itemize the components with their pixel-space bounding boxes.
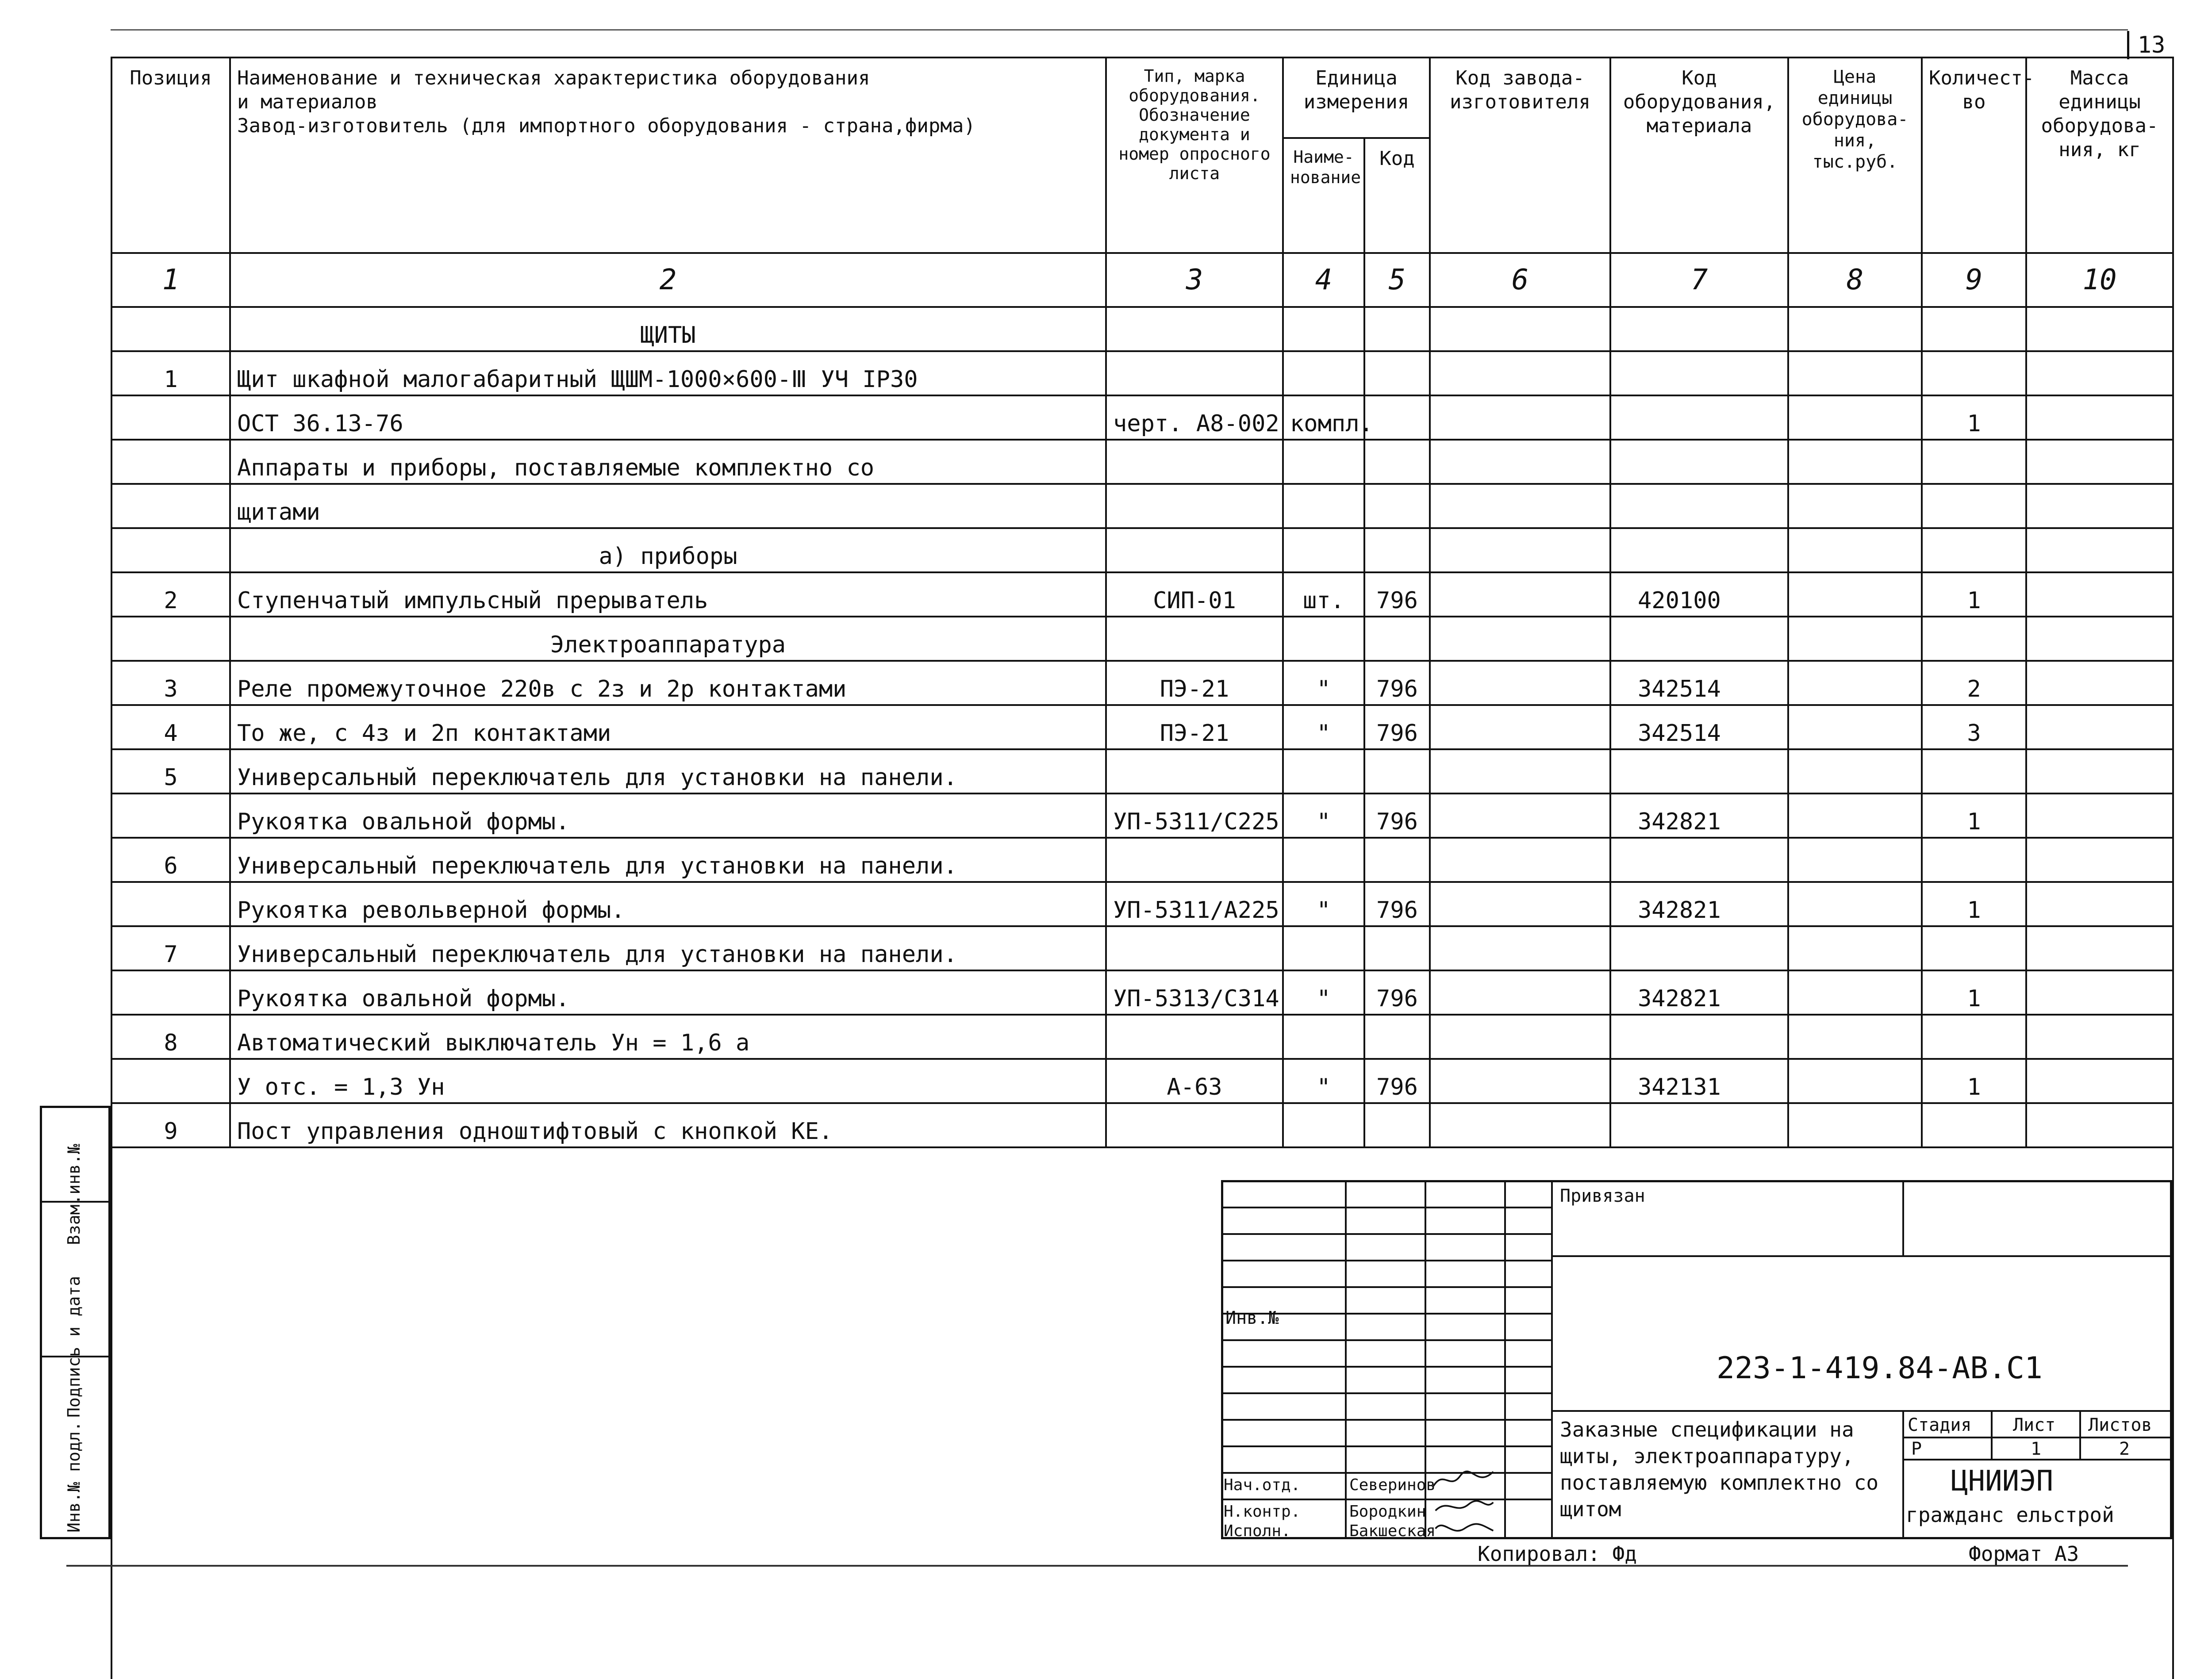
name-3: Бакшеская [1349,1522,1436,1540]
signature-1 [1429,1468,1500,1492]
name-cell: Щит шкафной малогабаритный ЩШМ-1000×600-Ⅲ УЧ IP30 [230,351,1106,395]
factory-code-cell [1430,661,1610,705]
equipment-code-cell: 342131 [1610,1059,1788,1103]
quantity-cell: 1 [1922,395,2026,440]
quantity-cell: 1 [1922,970,2026,1015]
header-equipment-code: Код оборудования, материала [1610,58,1788,253]
price-cell [1788,838,1922,882]
vzam-label: Взам.инв.№ [64,1144,84,1245]
mass-cell [2026,970,2173,1015]
mass-cell [2026,528,2173,572]
stadiya-label: Стадия [1908,1415,1972,1435]
inv-no-label: Инв.№ [1225,1308,1279,1328]
equipment-code-cell [1610,1103,1788,1147]
privyazan-label: Привязан [1560,1186,1645,1206]
price-cell [1788,749,1922,794]
quantity-cell [1922,617,2026,661]
equipment-code-cell [1610,617,1788,661]
equipment-code-cell: 420100 [1610,572,1788,617]
column-number-8: 8 [1788,253,1922,307]
quantity-cell [1922,351,2026,395]
column-number-1: 1 [111,253,230,307]
mass-cell [2026,705,2173,749]
type-cell: СИП-01 [1106,572,1283,617]
table-row [111,572,2173,617]
type-cell [1106,307,1283,351]
left-strip [40,1106,111,1539]
type-cell: ПЭ-21 [1106,661,1283,705]
unit-code-cell: 796 [1364,882,1430,926]
name-cell: Электроаппаратура [230,617,1106,661]
mass-cell [2026,794,2173,838]
table-row [111,661,2173,705]
quantity-cell: 1 [1922,1059,2026,1103]
factory-code-cell [1430,882,1610,926]
factory-code-cell [1430,307,1610,351]
column-number-3: 3 [1106,253,1283,307]
quantity-cell [1922,1103,2026,1147]
price-cell [1788,705,1922,749]
header-price: Цена единицы оборудова-ния, тыс.руб. [1788,58,1922,253]
price-cell [1788,572,1922,617]
position-cell [111,440,230,484]
equipment-code-cell [1610,528,1788,572]
left-strip-text [64,1108,91,1541]
signature-3 [1429,1516,1500,1541]
equipment-code-cell [1610,351,1788,395]
position-cell: 9 [111,1103,230,1147]
document-title: Заказные спецификации на щиты, электроаппаратуру, поставляемую комплектно со щитом [1560,1418,1879,1521]
quantity-cell [1922,528,2026,572]
unit-cell: " [1283,882,1364,926]
name-cell: Рукоятка револьверной формы. [230,882,1106,926]
mass-cell [2026,1015,2173,1059]
kopiroval-label: Копировал: Фд [1478,1542,1637,1566]
list-label: Лист [2013,1415,2056,1435]
quantity-cell: 1 [1922,882,2026,926]
position-cell [111,794,230,838]
equipment-code-cell [1610,440,1788,484]
header-mass: Масса единицы оборудова-ния, кг [2026,58,2173,253]
position-cell [111,882,230,926]
top-rule [111,29,2128,31]
type-cell [1106,1103,1283,1147]
unit-cell [1283,484,1364,528]
factory-code-cell [1430,351,1610,395]
table-row [111,484,2173,528]
factory-code-cell [1430,617,1610,661]
factory-code-cell [1430,1059,1610,1103]
column-number-6: 6 [1430,253,1610,307]
role-1: Нач.отд. [1224,1476,1301,1494]
podpis-label: Подпись и дата [64,1276,84,1418]
mass-cell [2026,440,2173,484]
unit-code-cell [1364,351,1430,395]
mass-cell [2026,1103,2173,1147]
mass-cell [2026,749,2173,794]
factory-code-cell [1430,484,1610,528]
unit-cell [1283,838,1364,882]
name-cell: Пост управления одноштифтовый с кнопкой КЕ. [230,1103,1106,1147]
price-cell [1788,661,1922,705]
unit-code-cell: 796 [1364,572,1430,617]
listov-value: 2 [2119,1439,2130,1459]
column-number-2: 2 [230,253,1106,307]
position-cell: 2 [111,572,230,617]
table-row [111,882,2173,926]
name-cell: То же, с 4з и 2п контактами [230,705,1106,749]
type-cell [1106,617,1283,661]
unit-cell: шт. [1283,572,1364,617]
equipment-code-cell: 342821 [1610,882,1788,926]
header-quantity: Количест-во [1922,58,2026,253]
price-cell [1788,926,1922,970]
factory-code-cell [1430,1015,1610,1059]
header-position: Позиция [111,58,230,253]
factory-code-cell [1430,528,1610,572]
type-cell [1106,351,1283,395]
factory-code-cell [1430,572,1610,617]
mass-cell [2026,926,2173,970]
org-line2: гражданс ельстрой [1906,1503,2114,1527]
quantity-cell [1922,926,2026,970]
position-cell [111,395,230,440]
format-label: Формат А3 [1969,1542,2079,1566]
unit-cell [1283,307,1364,351]
unit-code-cell [1364,617,1430,661]
price-cell [1788,351,1922,395]
unit-code-cell [1364,1103,1430,1147]
column-number-7: 7 [1610,253,1788,307]
type-cell [1106,838,1283,882]
mass-cell [2026,882,2173,926]
unit-cell [1283,1103,1364,1147]
unit-code-cell: 796 [1364,970,1430,1015]
unit-code-cell [1364,395,1430,440]
header-unit-name: Наиме-нование [1283,138,1364,253]
position-cell [111,307,230,351]
price-cell [1788,440,1922,484]
quantity-cell [1922,484,2026,528]
list-value: 1 [2031,1439,2042,1459]
table-row [111,1059,2173,1103]
table-row [111,1015,2173,1059]
factory-code-cell [1430,1103,1610,1147]
document-code: 223-1-419.84-АВ.С1 [1717,1351,2043,1386]
unit-cell [1283,440,1364,484]
position-cell: 6 [111,838,230,882]
unit-cell [1283,617,1364,661]
unit-cell [1283,749,1364,794]
equipment-code-cell [1610,1015,1788,1059]
mass-cell [2026,617,2173,661]
inv-podl-label: Инв.№ подл. [64,1421,84,1533]
mass-cell [2026,484,2173,528]
name-cell: Реле промежуточное 220в с 2з и 2р контактами [230,661,1106,705]
position-cell: 8 [111,1015,230,1059]
quantity-cell [1922,1015,2026,1059]
position-cell: 5 [111,749,230,794]
table-row [111,395,2173,440]
table-row [111,617,2173,661]
name-cell: Автоматический выключатель Ун = 1,6 а [230,1015,1106,1059]
signature-2 [1429,1494,1500,1519]
factory-code-cell [1430,970,1610,1015]
bottom-rule [66,1565,2128,1567]
position-cell: 3 [111,661,230,705]
price-cell [1788,307,1922,351]
table-row [111,926,2173,970]
column-number-5: 5 [1364,253,1430,307]
listov-label: Листов [2088,1415,2152,1435]
unit-cell [1283,528,1364,572]
type-cell [1106,926,1283,970]
equipment-code-cell: 342821 [1610,794,1788,838]
unit-code-cell [1364,838,1430,882]
price-cell [1788,794,1922,838]
position-cell [111,528,230,572]
type-cell: УП-5313/С314 [1106,970,1283,1015]
unit-cell [1283,926,1364,970]
position-cell: 4 [111,705,230,749]
price-cell [1788,882,1922,926]
table-row [111,749,2173,794]
quantity-cell: 1 [1922,794,2026,838]
quantity-cell: 2 [1922,661,2026,705]
factory-code-cell [1430,838,1610,882]
type-cell [1106,528,1283,572]
header-unit-code: Код [1364,138,1430,253]
type-cell: УП-5311/А225 [1106,882,1283,926]
name-cell: У отс. = 1,3 Ун [230,1059,1106,1103]
stadiya-value: Р [1911,1439,1922,1459]
table-row [111,528,2173,572]
name-cell: щитами [230,484,1106,528]
name-cell: Аппараты и приборы, поставляемые комплектно со [230,440,1106,484]
unit-cell [1283,351,1364,395]
type-cell: черт. А8-002 [1106,395,1283,440]
role-2: Н.контр. [1224,1503,1301,1521]
header-type: Тип, марка оборудования. Обозначение документа и номер опросного листа [1106,58,1283,253]
factory-code-cell [1430,440,1610,484]
price-cell [1788,970,1922,1015]
table-row [111,794,2173,838]
table-row [111,1103,2173,1147]
unit-cell: " [1283,705,1364,749]
type-cell: ПЭ-21 [1106,705,1283,749]
equipment-code-cell [1610,484,1788,528]
name-cell: Универсальный переключатель для установки на панели. [230,749,1106,794]
quantity-cell: 1 [1922,572,2026,617]
unit-code-cell [1364,926,1430,970]
title-block [1221,1180,2172,1539]
equipment-code-cell: 342821 [1610,970,1788,1015]
name-1: Северинов [1349,1476,1436,1494]
price-cell [1788,1103,1922,1147]
mass-cell [2026,395,2173,440]
unit-code-cell [1364,749,1430,794]
mass-cell [2026,661,2173,705]
name-cell: ОСТ 36.13-76 [230,395,1106,440]
unit-code-cell: 796 [1364,705,1430,749]
unit-code-cell [1364,528,1430,572]
position-cell [111,1059,230,1103]
equipment-code-cell: 342514 [1610,661,1788,705]
name-cell: ЩИТЫ [230,307,1106,351]
factory-code-cell [1430,749,1610,794]
table-row [111,970,2173,1015]
name-cell: Универсальный переключатель для установки на панели. [230,926,1106,970]
mass-cell [2026,838,2173,882]
unit-code-cell [1364,440,1430,484]
unit-code-cell: 796 [1364,661,1430,705]
unit-cell [1283,1015,1364,1059]
type-cell: УП-5311/С225 [1106,794,1283,838]
quantity-cell [1922,749,2026,794]
mass-cell [2026,1059,2173,1103]
name-cell: Универсальный переключатель для установки на панели. [230,838,1106,882]
table-row [111,440,2173,484]
header-name [230,58,1106,253]
equipment-code-cell: 342514 [1610,705,1788,749]
unit-code-cell [1364,307,1430,351]
position-cell [111,617,230,661]
quantity-cell: 3 [1922,705,2026,749]
role-3: Исполн. [1224,1522,1291,1540]
name-cell: Ступенчатый импульсный прерыватель [230,572,1106,617]
header-name-line1: Наименование и техническая характеристика оборудования [237,67,870,89]
price-cell [1788,484,1922,528]
position-cell [111,970,230,1015]
price-cell [1788,1015,1922,1059]
page-number: 13 [2127,31,2174,59]
name-2: Бородкин [1349,1503,1426,1521]
column-number-9: 9 [1922,253,2026,307]
unit-cell: " [1283,661,1364,705]
column-number-4: 4 [1283,253,1364,307]
price-cell [1788,528,1922,572]
unit-code-cell [1364,484,1430,528]
unit-cell: " [1283,794,1364,838]
unit-code-cell: 796 [1364,1059,1430,1103]
quantity-cell [1922,440,2026,484]
equipment-code-cell [1610,926,1788,970]
table-row [111,351,2173,395]
header-name-line2: и материалов [237,91,378,113]
mass-cell [2026,572,2173,617]
position-cell: 7 [111,926,230,970]
mass-cell [2026,307,2173,351]
header-factory-code: Код завода-изготовителя [1430,58,1610,253]
factory-code-cell [1430,705,1610,749]
quantity-cell [1922,838,2026,882]
price-cell [1788,617,1922,661]
equipment-code-cell [1610,838,1788,882]
type-cell [1106,749,1283,794]
type-cell: А-63 [1106,1059,1283,1103]
unit-cell: компл. [1283,395,1364,440]
type-cell [1106,1015,1283,1059]
header-name-line3: Завод-изготовитель (для импортного оборудования - страна,фирма) [237,115,975,137]
table-row [111,705,2173,749]
factory-code-cell [1430,926,1610,970]
table-body [111,307,2173,1147]
name-cell: а) приборы [230,528,1106,572]
column-number-10: 10 [2026,253,2173,307]
position-cell [111,484,230,528]
unit-code-cell [1364,1015,1430,1059]
type-cell [1106,484,1283,528]
table-row [111,838,2173,882]
unit-code-cell: 796 [1364,794,1430,838]
factory-code-cell [1430,395,1610,440]
unit-cell: " [1283,1059,1364,1103]
mass-cell [2026,351,2173,395]
name-cell: Рукоятка овальной формы. [230,970,1106,1015]
org-line1: ЦНИИЭП [1951,1465,2054,1498]
type-cell [1106,440,1283,484]
quantity-cell [1922,307,2026,351]
equipment-code-cell [1610,395,1788,440]
table-row [111,307,2173,351]
equipment-code-cell [1610,307,1788,351]
position-cell: 1 [111,351,230,395]
equipment-code-cell [1610,749,1788,794]
factory-code-cell [1430,794,1610,838]
name-cell: Рукоятка овальной формы. [230,794,1106,838]
column-numbers-row [111,253,2173,307]
unit-cell: " [1283,970,1364,1015]
price-cell [1788,1059,1922,1103]
price-cell [1788,395,1922,440]
header-unit-group: Единица измерения [1283,58,1430,138]
